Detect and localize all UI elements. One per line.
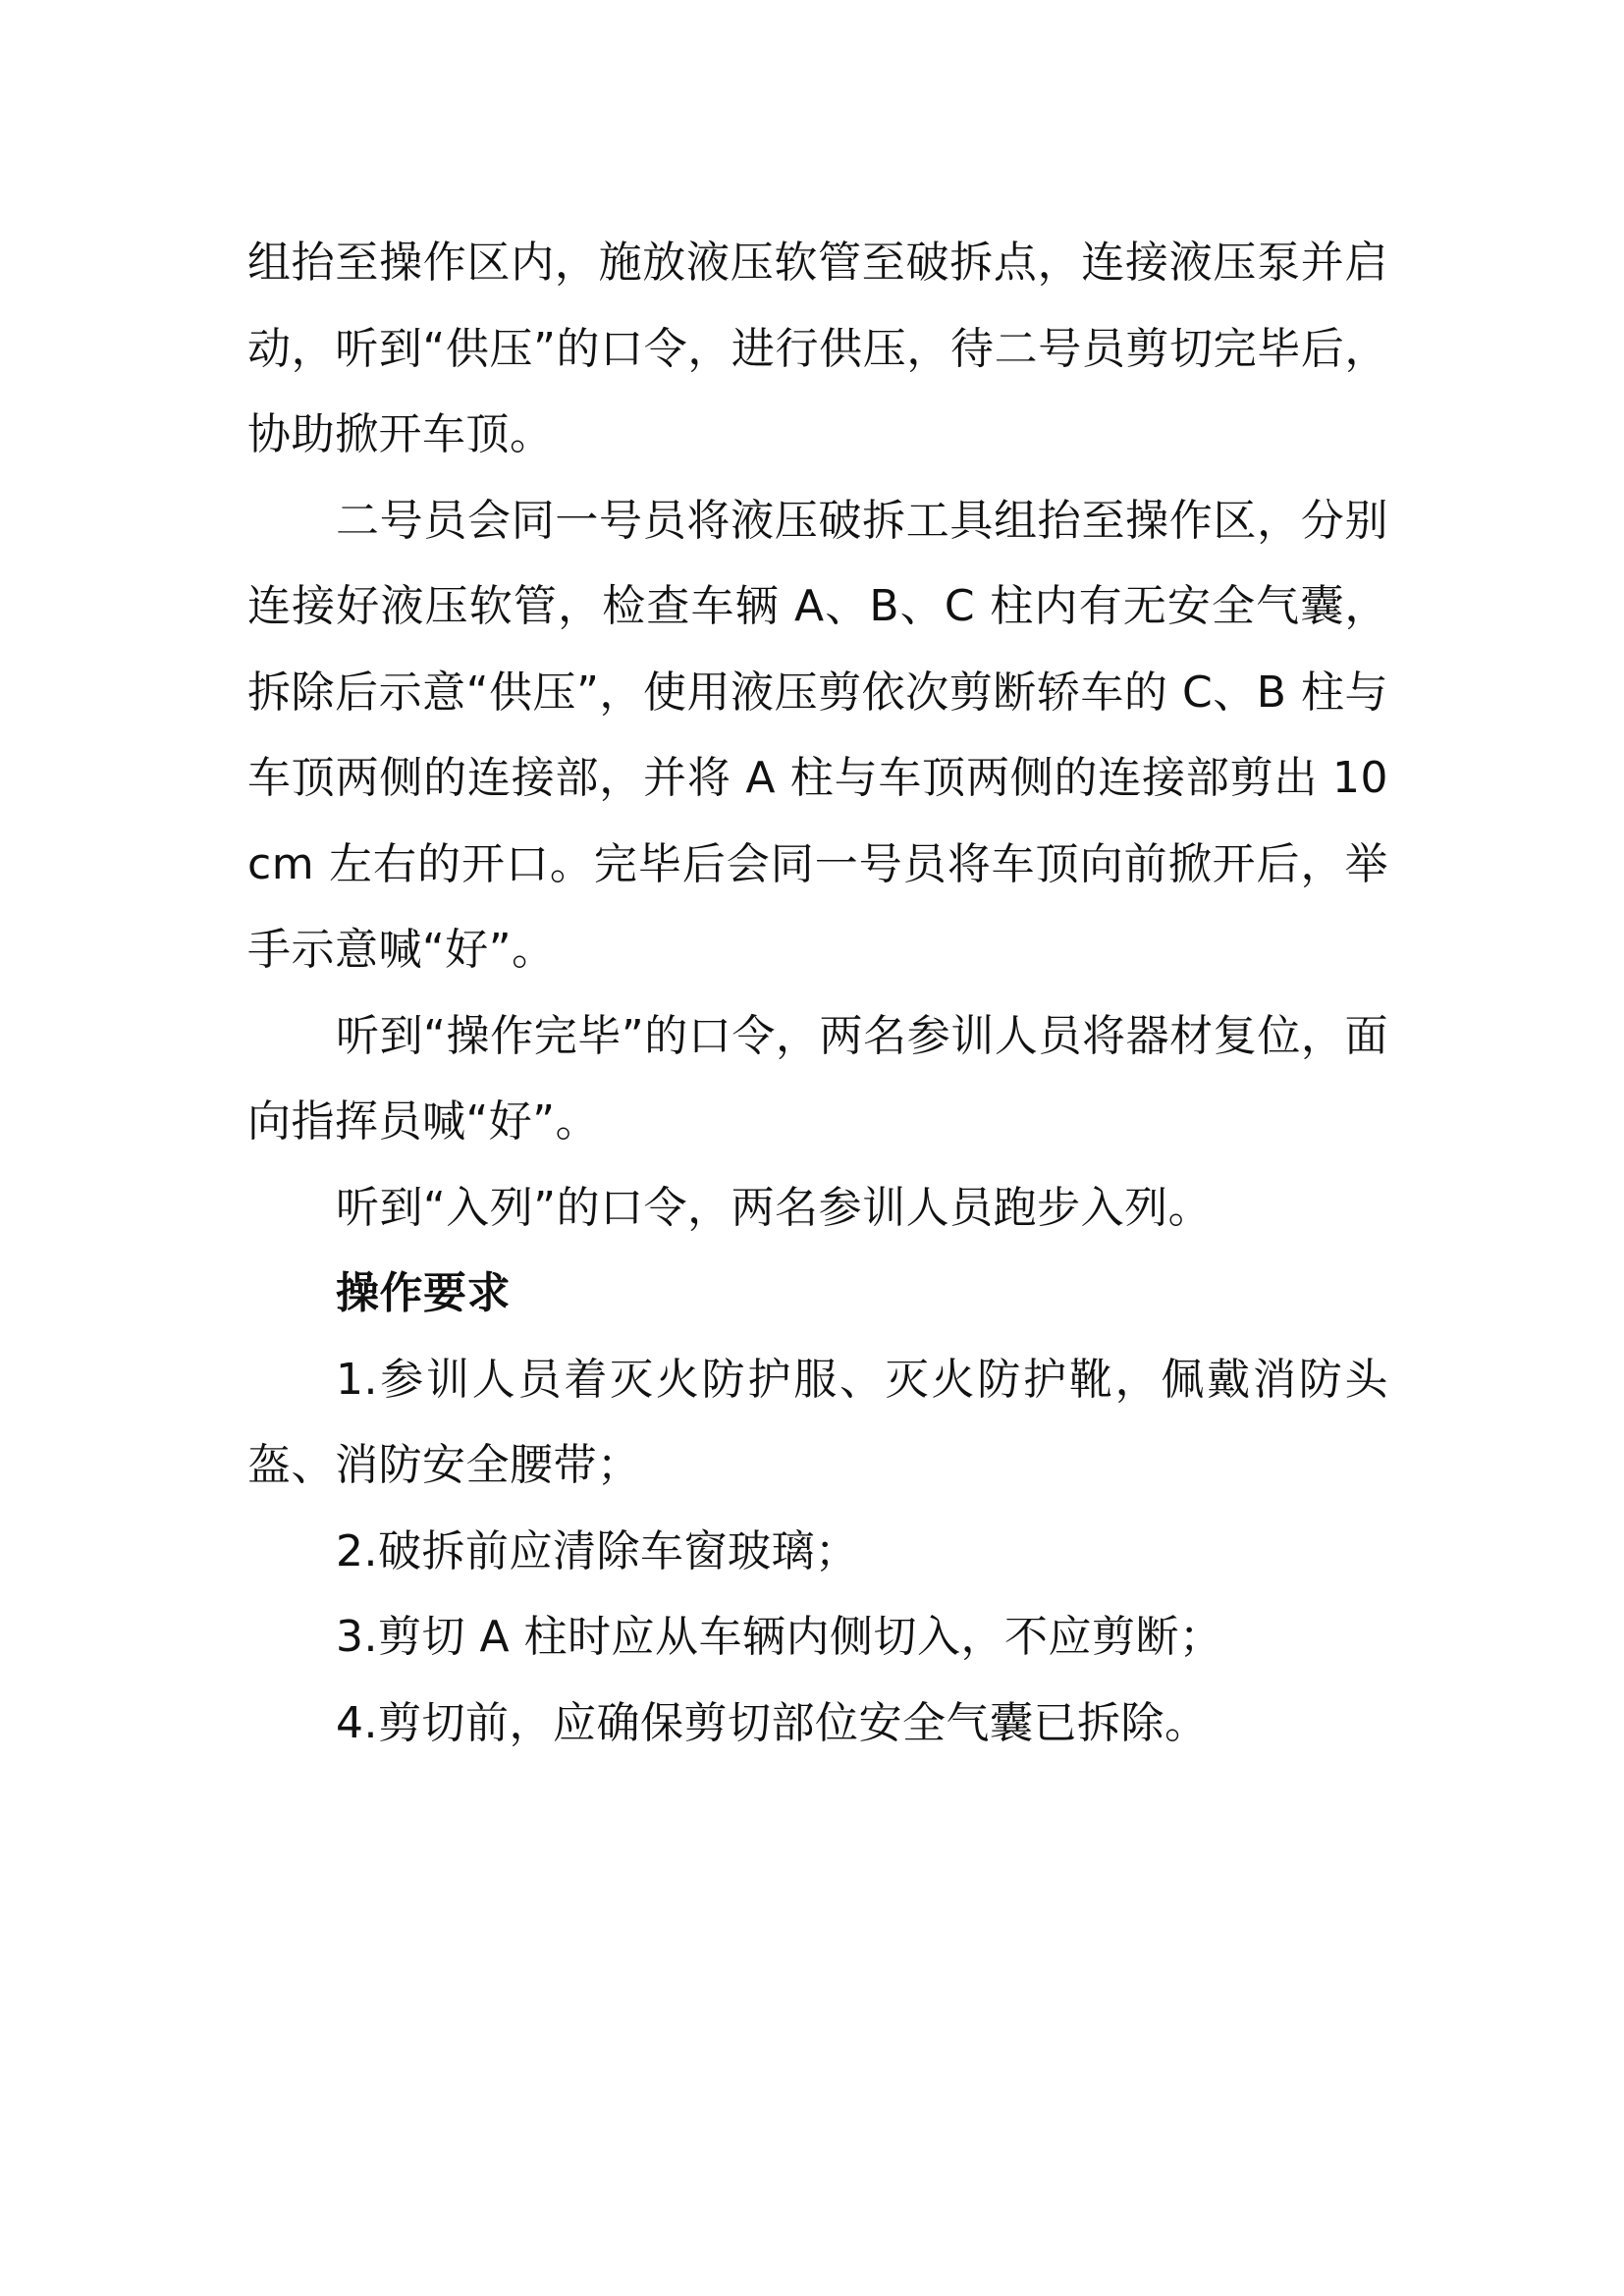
requirements-heading: 操作要求 (336, 1268, 511, 1318)
paragraph-operation-complete: 听到“操作完毕”的口令，两名参训人员将器材复位，面向指挥员喊“好”。 (247, 1010, 1388, 1147)
document-body (247, 220, 1388, 1766)
paragraph-continuation: 组抬至操作区内，施放液压软管至破拆点，连接液压泵并启动，听到“供压”的口令，进行供压，待二号员剪切完毕后，协助掀开车顶。 (247, 238, 1388, 459)
requirement-item: 3.剪切 A 柱时应从车辆内侧切入，不应剪断； (336, 1612, 1223, 1662)
paragraph-fall-in: 听到“入列”的口令，两名参训人员跑步入列。 (336, 1182, 1213, 1233)
requirement-item: 4.剪切前，应确保剪切部位安全气囊已拆除。 (336, 1697, 1209, 1748)
paragraph-second-member: 二号员会同一号员将液压破拆工具组抬至操作区，分别连接好液压软管，检查车辆 A、B、C 柱内有无安全气囊，拆除后示意“供压”，使用液压剪依次剪断轿车的 C、B 柱与车顶两侧的连接部，并将 A 柱与车顶两侧的连接部剪出 10cm 左右的开口。完毕后会同一号员将车顶向前掀开后，举手示意喊“好”。 (247, 495, 1388, 975)
requirement-item: 1.参训人员着灭火防护服、灭火防护靴，佩戴消防头盔、消防安全腰带； (247, 1354, 1388, 1490)
requirement-item: 2.破拆前应清除车窗玻璃； (336, 1525, 859, 1576)
